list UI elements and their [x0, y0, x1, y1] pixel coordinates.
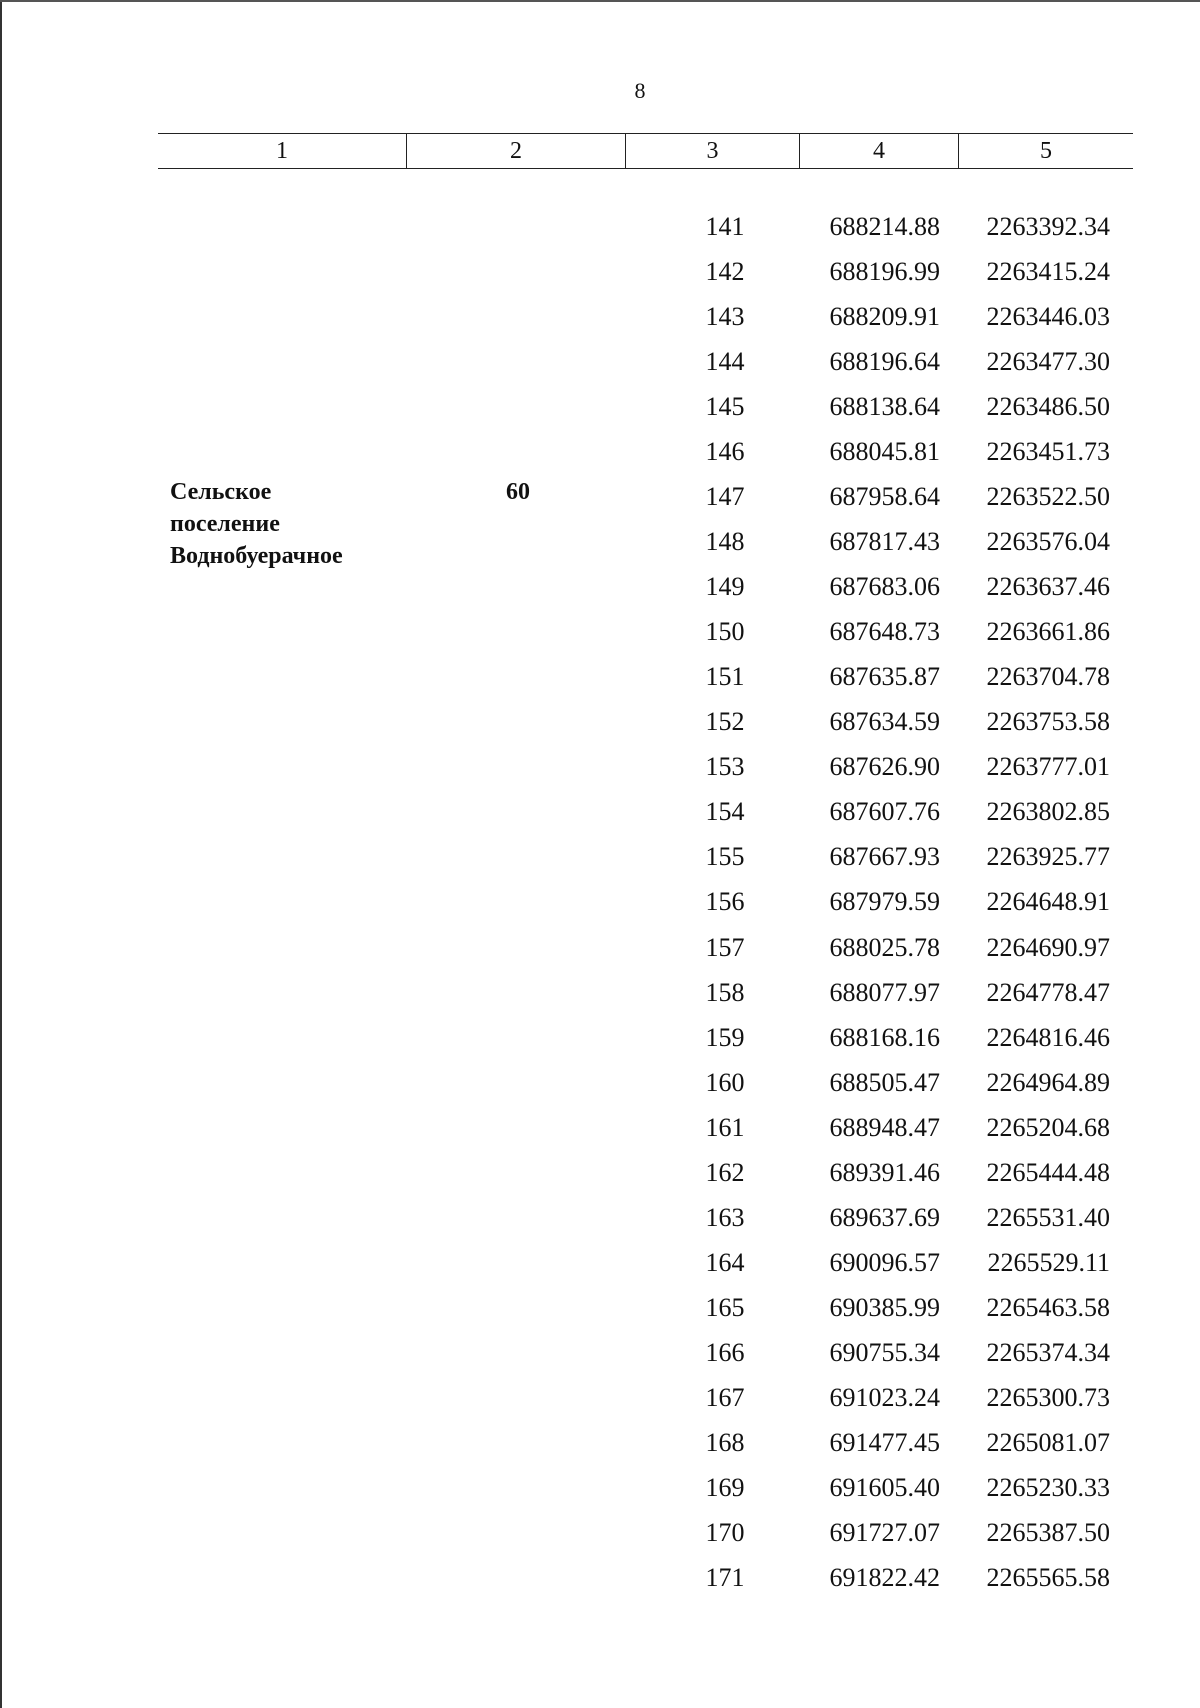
coord-x: 688025.78: [829, 932, 940, 962]
coord-y: 2265529.11: [987, 1247, 1110, 1277]
table-row: [0, 1420, 1200, 1465]
coord-y: 2265230.33: [986, 1472, 1110, 1502]
scan-top-edge: [0, 0, 1200, 2]
table-row: [0, 429, 1200, 474]
point-number: 141: [705, 212, 745, 241]
point-number: 167: [705, 1382, 745, 1412]
table-row: [0, 1510, 1200, 1555]
point-number: 171: [705, 1562, 745, 1592]
coord-y: 2263777.01: [986, 752, 1110, 782]
coordinates-table-body: [0, 204, 1200, 1600]
table-row: [0, 1285, 1200, 1330]
table-row: [0, 384, 1200, 429]
coord-x: 690755.34: [829, 1337, 940, 1367]
coord-x: 687817.43: [829, 527, 940, 557]
coord-y: 2263415.24: [986, 257, 1110, 287]
coord-x: 687667.93: [829, 842, 940, 872]
coord-y: 2265565.58: [986, 1562, 1110, 1592]
coord-x: 687648.73: [829, 617, 940, 647]
coord-x: 687626.90: [829, 752, 940, 782]
point-number: 168: [705, 1427, 745, 1457]
coord-y: 2263704.78: [986, 662, 1110, 692]
coord-x: 688168.16: [829, 1022, 940, 1052]
header-col-3: 3: [625, 134, 799, 168]
coord-x: 691727.07: [829, 1517, 940, 1547]
coord-x: 688196.99: [829, 257, 940, 287]
coord-x: 688948.47: [829, 1112, 940, 1142]
table-row: [0, 519, 1200, 564]
table-row: [0, 204, 1200, 249]
table-row: [0, 1150, 1200, 1195]
coord-y: 2264690.97: [986, 932, 1110, 962]
point-number: 154: [705, 797, 745, 827]
coord-y: 2263661.86: [986, 617, 1110, 647]
point-number: 151: [705, 662, 745, 692]
coord-y: 2263486.50: [986, 392, 1110, 422]
header-col-1: 1: [276, 138, 288, 164]
header-col-5: 5: [958, 134, 1133, 168]
point-number: 164: [705, 1247, 745, 1277]
coord-y: 2263802.85: [986, 797, 1110, 827]
coord-x: 688045.81: [829, 437, 940, 467]
point-number: 161: [705, 1112, 745, 1142]
point-number: 170: [705, 1517, 745, 1547]
coord-x: 687683.06: [829, 572, 940, 602]
point-number: 142: [705, 257, 745, 287]
coord-x: 688138.64: [829, 392, 940, 422]
point-number: 152: [705, 707, 745, 737]
coord-x: 687635.87: [829, 662, 940, 692]
coord-x: 688505.47: [829, 1067, 940, 1097]
header-col-2: 2: [406, 134, 625, 168]
point-number: 169: [705, 1472, 745, 1502]
coord-x: 689391.46: [829, 1157, 940, 1187]
coord-x: 691023.24: [829, 1382, 940, 1412]
point-number: 148: [705, 527, 745, 557]
table-row: [0, 339, 1200, 384]
coord-y: 2263446.03: [986, 302, 1110, 332]
coord-y: 2265374.34: [986, 1337, 1110, 1367]
coord-y: 2263477.30: [986, 347, 1110, 377]
point-number: 158: [705, 977, 745, 1007]
coord-x: 687979.59: [829, 887, 940, 917]
coord-y: 2263925.77: [986, 842, 1110, 872]
coord-y: 2263576.04: [986, 527, 1110, 557]
coord-x: 691605.40: [829, 1472, 940, 1502]
table-row: [0, 1060, 1200, 1105]
coord-y: 2263753.58: [986, 707, 1110, 737]
point-number: 166: [705, 1337, 745, 1367]
coord-x: 688209.91: [829, 302, 940, 332]
table-row: [0, 654, 1200, 699]
point-number: 157: [705, 932, 745, 962]
point-number: 150: [705, 617, 745, 647]
table-row: [0, 1015, 1200, 1060]
point-number: 155: [705, 842, 745, 872]
coord-y: 2265300.73: [986, 1382, 1110, 1412]
coord-y: 2265081.07: [986, 1427, 1110, 1457]
point-number: 145: [705, 392, 745, 422]
table-row: [0, 1330, 1200, 1375]
header-col-4: 4: [799, 134, 958, 168]
table-header: [158, 133, 1133, 169]
table-row: [0, 1240, 1200, 1285]
table-row: [0, 789, 1200, 834]
table-row: [0, 249, 1200, 294]
coord-x: 690385.99: [829, 1292, 940, 1322]
table-row: [0, 970, 1200, 1015]
coord-x: 691477.45: [829, 1427, 940, 1457]
coord-y: 2264778.47: [986, 977, 1110, 1007]
coord-x: 688214.88: [829, 212, 940, 241]
table-row: [0, 1195, 1200, 1240]
coord-y: 2265204.68: [986, 1112, 1110, 1142]
table-row: [0, 1375, 1200, 1420]
coord-x: 689637.69: [829, 1202, 940, 1232]
point-number: 156: [705, 887, 745, 917]
settlement-line: Сельское: [170, 479, 272, 505]
point-number: 160: [705, 1067, 745, 1097]
coord-y: 2263392.34: [986, 212, 1110, 241]
table-row: [0, 1555, 1200, 1600]
table-row: [0, 474, 1200, 519]
coord-y: 2263637.46: [986, 572, 1110, 602]
point-number: 153: [705, 752, 745, 782]
table-row: [0, 699, 1200, 744]
point-number: 159: [705, 1022, 745, 1052]
point-number: 144: [705, 347, 745, 377]
coord-x: 687607.76: [829, 797, 940, 827]
point-number: 143: [705, 302, 745, 332]
coord-x: 690096.57: [829, 1247, 940, 1277]
point-number: 165: [705, 1292, 745, 1322]
settlement-code: 60: [506, 479, 530, 505]
coord-x: 688077.97: [829, 977, 940, 1007]
coord-x: 691822.42: [829, 1562, 940, 1592]
page-number: 8: [634, 78, 646, 103]
settlement-line: Воднобуерачное: [170, 543, 343, 569]
coord-y: 2265387.50: [986, 1517, 1110, 1547]
point-number: 146: [705, 437, 745, 467]
table-row: [0, 744, 1200, 789]
coord-y: 2265444.48: [986, 1157, 1110, 1187]
table-row: [0, 879, 1200, 924]
coord-y: 2264816.46: [986, 1022, 1110, 1052]
coord-x: 687958.64: [829, 482, 940, 512]
point-number: 147: [705, 482, 745, 512]
table-row: [0, 1465, 1200, 1510]
coord-y: 2265463.58: [986, 1292, 1110, 1322]
coord-x: 687634.59: [829, 707, 940, 737]
coord-x: 688196.64: [829, 347, 940, 377]
point-number: 149: [705, 572, 745, 602]
table-row: [0, 834, 1200, 879]
coord-y: 2264648.91: [986, 887, 1110, 917]
table-row: [0, 609, 1200, 654]
point-number: 162: [705, 1157, 745, 1187]
table-row: [0, 294, 1200, 339]
coord-y: 2263522.50: [986, 482, 1110, 512]
coord-y: 2264964.89: [986, 1067, 1110, 1097]
point-number: 163: [705, 1202, 745, 1232]
table-row: [0, 1105, 1200, 1150]
coord-y: 2263451.73: [986, 437, 1110, 467]
coord-y: 2265531.40: [986, 1202, 1110, 1232]
table-row: [0, 925, 1200, 970]
table-row: [0, 564, 1200, 609]
settlement-line: поселение: [170, 511, 280, 537]
